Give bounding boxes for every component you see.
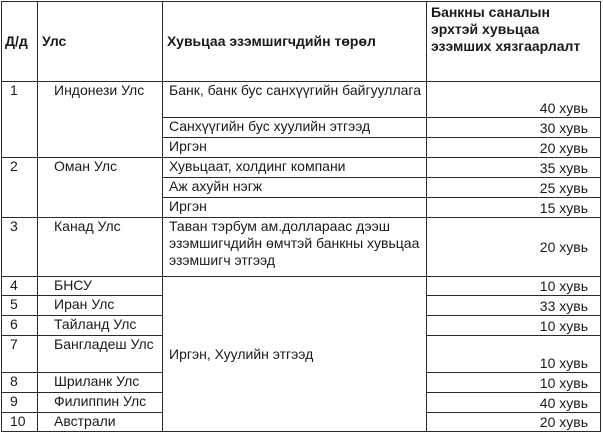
shareholder-type: Иргэн [163,138,427,158]
shareholder-type: Банк, банк бус санхүүгийн байгууллага [163,82,427,118]
limit-value: 10 хувь [427,316,601,336]
shareholder-type: Таван тэрбум ам.доллараас дээш эзэмшигчдийн өмчтэй банкны хувьцаа эзэмшигч этгээд [163,218,427,277]
shareholder-type: Иргэн [163,198,427,218]
table-row [2,277,601,296]
limit-value: 20 хувь [427,218,601,277]
header-shareholder-type: Хувьцаа эзэмшигчдийн төрөл [163,2,427,82]
row-num: 4 [2,277,38,296]
shareholder-type: Санхүүгийн бус хуулийн этгээд [163,118,427,138]
row-num: 3 [2,218,38,277]
limit-value: 35 хувь [427,158,601,178]
row-country: БНСУ [38,277,163,296]
row-num: 2 [2,158,38,218]
row-num: 1 [2,82,38,158]
row-country: Индонези Улс [38,82,163,158]
row-num: 6 [2,316,38,336]
header-limit: Банкны саналын эрхтэй хувьцаа эзэмших хязгаарлалт [427,2,601,82]
limit-value: 40 хувь [427,393,601,413]
row-num: 9 [2,393,38,413]
row-country: Бангладеш Улс [38,336,163,373]
row-country: Канад Улс [38,218,163,277]
header-country: Улс [38,2,163,82]
row-country: Шриланк Улс [38,373,163,393]
limit-value: 10 хувь [427,373,601,393]
shareholder-type-shared: Иргэн, Хуулийн этгээд [163,277,427,432]
row-country: Австрали [38,413,163,432]
limit-value: 15 хувь [427,198,601,218]
row-num: 7 [2,336,38,373]
row-num: 5 [2,296,38,316]
row-num: 8 [2,373,38,393]
header-row [2,2,601,82]
limit-value: 10 хувь [427,277,601,296]
limit-value: 30 хувь [427,118,601,138]
limit-value: 25 хувь [427,178,601,198]
header-num: Д/д [2,2,38,82]
row-country: Иран Улс [38,296,163,316]
row-num: 10 [2,413,38,432]
shareholder-type: Аж ахуйн нэгж [163,178,427,198]
row-country: Тайланд Улс [38,316,163,336]
ownership-limits-table [1,1,601,432]
row-country: Оман Улс [38,158,163,218]
limit-value: 20 хувь [427,413,601,432]
limit-value: 33 хувь [427,296,601,316]
limit-value: 10 хувь [427,336,601,373]
table-row [2,82,601,118]
table-row [2,218,601,277]
limit-value: 20 хувь [427,138,601,158]
table-row [2,158,601,178]
limit-value: 40 хувь [427,82,601,118]
row-country: Филиппин Улс [38,393,163,413]
shareholder-type: Хувьцаат, холдинг компани [163,158,427,178]
